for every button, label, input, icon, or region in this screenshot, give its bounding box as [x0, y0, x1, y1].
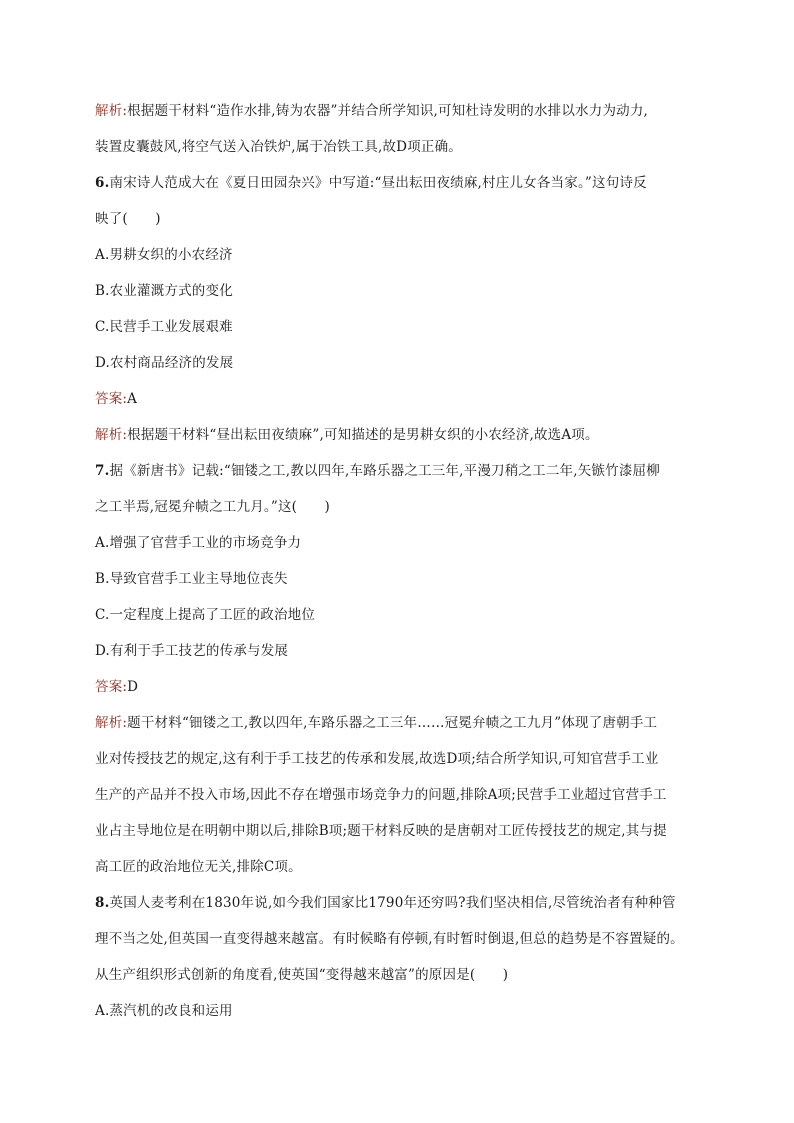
analysis-label: 解析:: [95, 715, 128, 731]
q8-stem-line-3: 从生产组织形式创新的角度看,使英国“变得越来越富”的原因是( ): [95, 967, 509, 983]
q5-analysis-text: 根据题干材料“造作水排,铸为农器”并结合所学知识,可知杜诗发明的水排以水力为动力,: [127, 103, 649, 119]
q8-number: 8.: [95, 895, 110, 911]
q6-answer-value: A: [127, 391, 138, 407]
q7-number: 7.: [95, 463, 110, 479]
q6-option-a: A.男耕女织的小农经济: [95, 247, 233, 263]
q7-answer-value: D: [127, 679, 139, 695]
analysis-label: 解析:: [95, 103, 128, 119]
analysis-label: 解析:: [95, 427, 128, 443]
q6-stem-line-1: [95, 174, 720, 192]
q6-analysis: [95, 426, 720, 444]
q7-option-a: A.增强了官营手工业的市场竞争力: [95, 535, 302, 551]
answer-label: 答案:: [95, 391, 128, 407]
q6-number: 6.: [95, 175, 110, 191]
q7-analysis-line-4: 业占主导地位是在明朝中期以后,排除B项;题干材料反映的是唐朝对工匠传授技艺的规定,其与提: [95, 823, 667, 839]
q7-option-b: B.导致官营手工业主导地位丧失: [95, 571, 288, 587]
q7-analysis-line-1: [95, 714, 720, 732]
q7-analysis-line-2: 业对传授技艺的规定,这有利于手工技艺的传承和发展,故选D项;结合所学知识,可知官营手工业: [95, 751, 659, 767]
answer-label: 答案:: [95, 679, 128, 695]
q7-stem-line-1: [95, 462, 720, 480]
q7-stem-line-2: 之工半焉,冠冕弁帻之工九月。”这( ): [95, 499, 330, 515]
q7-analysis-line-5: 高工匠的政治地位无关,排除C项。: [95, 859, 302, 875]
q8-stem-line-1: [95, 894, 720, 912]
q8-option-a: A.蒸汽机的改良和运用: [95, 1003, 233, 1019]
document-page: [95, 102, 720, 1038]
q5-analysis-line-1: [95, 102, 720, 120]
q7-stem-text: 据《新唐书》记载:“钿镂之工,教以四年,车路乐器之工三年,平漫刀稍之工二年,矢镞竹漆屈柳: [109, 463, 660, 479]
q6-stem-text: 南宋诗人范成大在《夏日田园杂兴》中写道:“昼出耘田夜绩麻,村庄儿女各当家。”这句诗反: [109, 175, 647, 191]
q7-option-d: D.有利于手工技艺的传承与发展: [95, 643, 289, 659]
q8-stem-line-2: 理不当之处,但英国一直变得越来越富。有时候略有停顿,有时暂时倒退,但总的趋势是不容置疑的。: [95, 931, 684, 947]
q8-stem-text: 英国人麦考利在1830年说,如今我们国家比1790年还穷吗?我们坚决相信,尽管统治者有种种管: [109, 895, 676, 911]
q6-analysis-text: 根据题干材料“昼出耘田夜绩麻”,可知描述的是男耕女织的小农经济,故选A项。: [127, 427, 599, 443]
q7-option-c: C.一定程度上提高了工匠的政治地位: [95, 607, 316, 623]
q7-analysis-line-3: 生产的产品并不投入市场,因此不存在增强市场竞争力的问题,排除A项;民营手工业超过官营手工: [95, 787, 667, 803]
q5-analysis-line-2: 装置皮囊鼓风,将空气送入冶铁炉,属于冶铁工具,故D项正确。: [95, 139, 462, 155]
q6-stem-line-2: 映了( ): [95, 211, 161, 227]
q6-option-c: C.民营手工业发展艰难: [95, 319, 233, 335]
q6-answer: [95, 390, 720, 408]
q7-analysis-text: 题干材料“钿镂之工,教以四年,车路乐器之工三年……冠冕弁帻之工九月”体现了唐朝手工: [127, 715, 658, 731]
q6-option-d: D.农村商品经济的发展: [95, 355, 234, 371]
q7-answer: [95, 678, 720, 696]
q6-option-b: B.农业灌溉方式的变化: [95, 283, 233, 299]
